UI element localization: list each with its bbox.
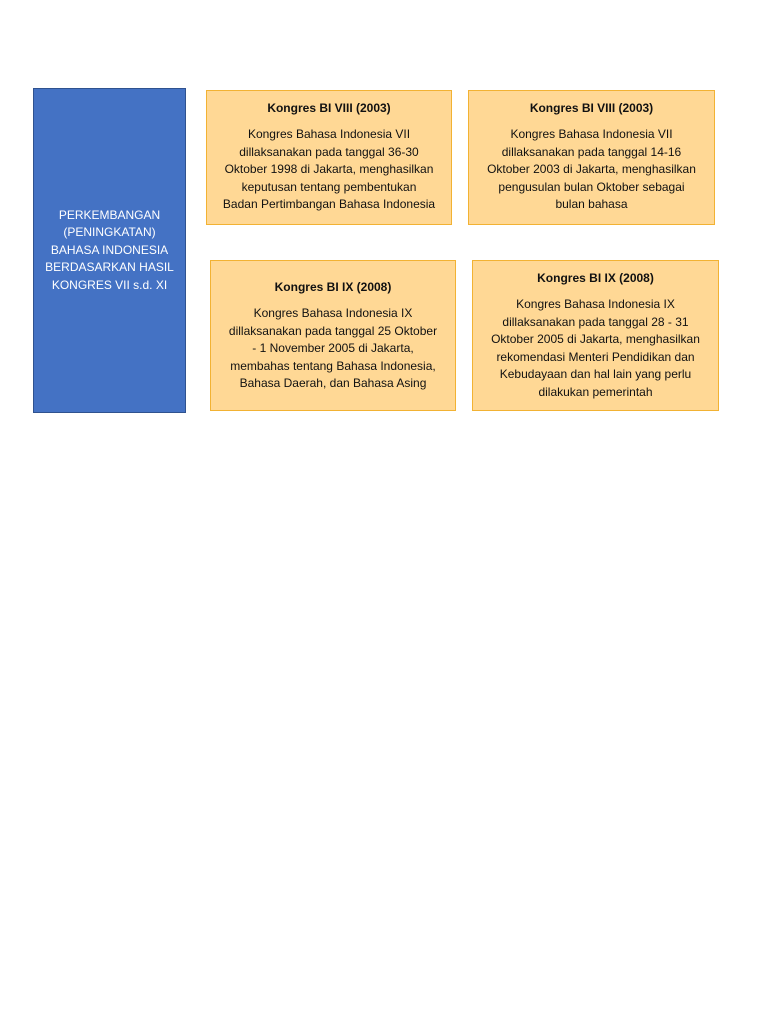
congress-card-body: Kongres Bahasa Indonesia VII dillaksanakan pada tanggal 36-30 Oktober 1998 di Jakarta, menghasilkan keputusan tentang pembentukan Badan Pertimbangan Bahasa Indonesia bbox=[222, 127, 436, 212]
congress-card-body: Kongres Bahasa Indonesia IX dillaksanakan pada tanggal 28 - 31 Oktober 2005 di Jakarta, menghasilkan rekomendasi Menteri Pendidikan dan Kebudayaan dan hal lain yang perlu dilakukan pemerintah bbox=[491, 297, 700, 399]
main-topic-label: PERKEMBANGAN (PENINGKATAN) BAHASA INDONESIA BERDASARKAN HASIL KONGRES VII s.d. XI bbox=[45, 207, 174, 292]
congress-card-title: Kongres BI IX (2008) bbox=[274, 280, 392, 294]
congress-card-title: Kongres BI VIII (2003) bbox=[267, 101, 391, 115]
main-topic-box bbox=[33, 88, 186, 413]
congress-card-body: Kongres Bahasa Indonesia IX dillaksanakan pada tanggal 25 Oktober - 1 November 2005 di Jakarta, membahas tentang Bahasa Indonesia, Bahasa Daerah, dan Bahasa Asing bbox=[228, 306, 438, 391]
congress-card-title: Kongres BI VIII (2003) bbox=[529, 101, 654, 115]
congress-card-1 bbox=[206, 90, 452, 225]
congress-card-2 bbox=[468, 90, 715, 225]
congress-card-body: Kongres Bahasa Indonesia VII dillaksanakan pada tanggal 14-16 Oktober 2003 di Jakarta, menghasilkan pengusulan bulan Oktober sebagai bulan bahasa bbox=[487, 127, 696, 212]
congress-card-title: Kongres BI IX (2008) bbox=[537, 271, 654, 285]
congress-card-4 bbox=[472, 260, 719, 411]
congress-card-3 bbox=[210, 260, 456, 411]
